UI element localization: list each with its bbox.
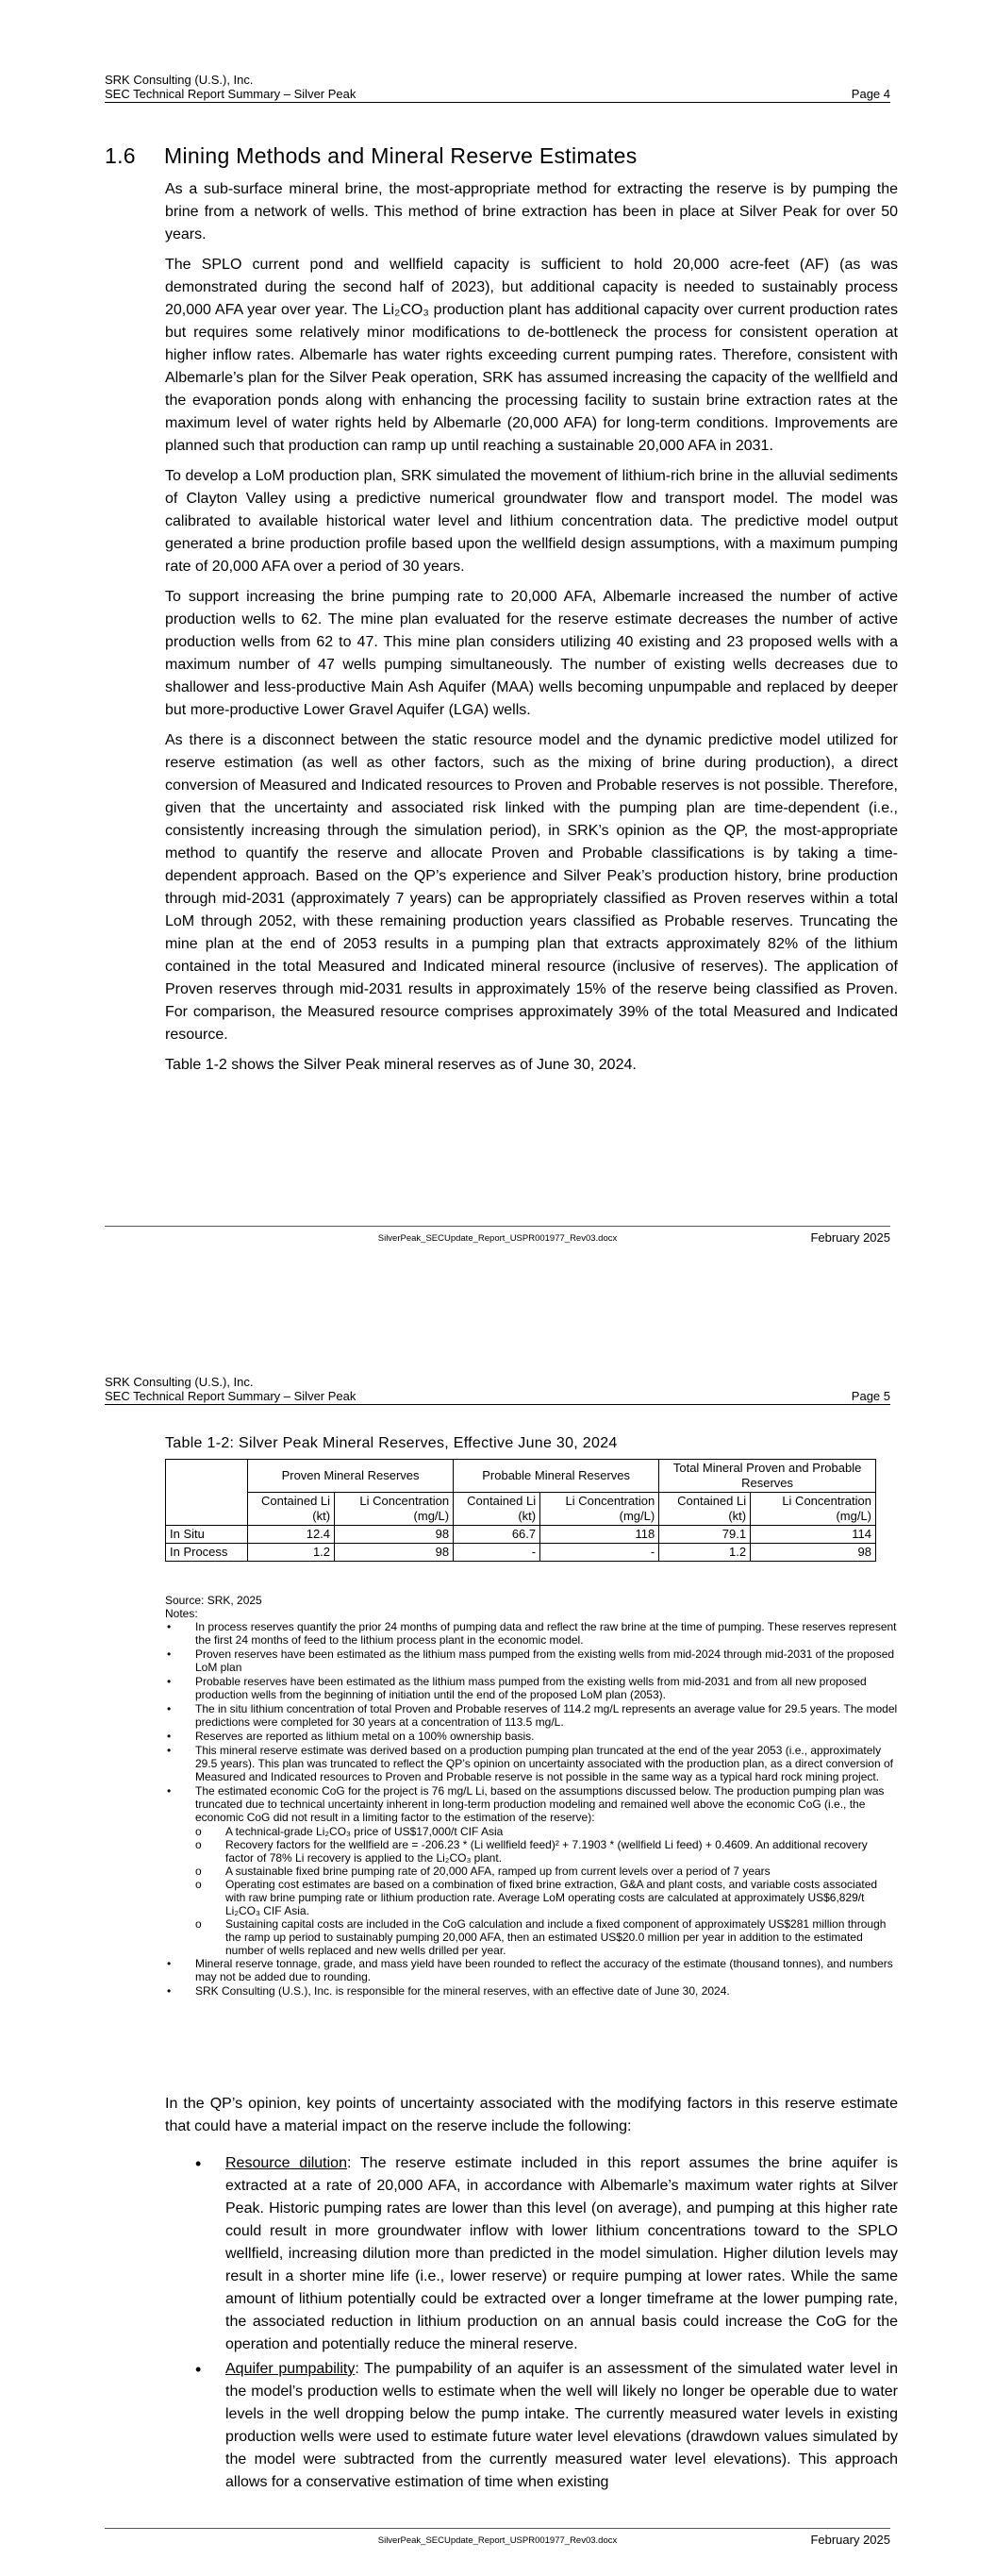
subnote-item: o Operating cost estimates are based on a combination of fixed brine extraction, G&A and plant costs, and variable costs associated with raw brine pumping rate or lithium production rate. Average LoM operating costs are calculated at approximately US$6,829/t Li₂CO₃ CIF Asia.	[165, 1878, 898, 1917]
notes-label: Notes:	[165, 1607, 198, 1620]
paragraph: The SPLO current pond and wellfield capacity is sufficient to hold 20,000 acre-feet (AF) (as was demonstrated during the second half of 2023), but additional capacity is needed to sustainably process 20,000 AFA year over year. The Li₂CO₃ production plant has additional capacity over current production rates but requires some relatively minor modifications to de-bottleneck the process for consistent operation at higher inflow rates. Albemarle has water rights exceeding current pumping rates. Therefore, consistent with Albemarle’s plan for the Silver Peak operation, SRK has assumed increasing the capacity of the wellfield and the evaporation ponds along with enhancing the processing facility to sustain brine extraction rates at the maximum level of water rights held by Albemarle (20,000 AFA) for long-term conditions. Improvements are planned such that production can ramp up until reaching a sustainable 20,000 AFA in 2031.	[165, 257, 898, 454]
bullet-term: Resource dilution	[225, 2155, 347, 2171]
table-cell: 66.7	[454, 1526, 540, 1544]
note-item: • Proven reserves have been estimated as the lithium mass pumped from the existing wells from mid-2024 through mid-2031 of the proposed LoM plan	[165, 1648, 898, 1674]
header-rule	[105, 102, 890, 103]
page-number: Page 5	[851, 1389, 890, 1403]
table-cell: 118	[540, 1526, 659, 1544]
note-item: • The estimated economic CoG for the project is 76 mg/L Li, based on the assumptions discussed below. The production pumping plan was truncated due to technical uncertainty inherent in long-term production modeling and remained well above the economic CoG (i.e., the economic CoG did not result in a limiting factor to the estimation of the reserve):	[165, 1784, 898, 1824]
note-item: • SRK Consulting (U.S.), Inc. is responsible for the mineral reserves, with an effective date of June 30, 2024.	[165, 1984, 898, 1998]
note-item: • Probable reserves have been estimated as the lithium mass pumped from the existing wells from mid-2031 and from all new proposed production wells from the beginning of initiation until the end of the proposed LoM plan (2053).	[165, 1675, 898, 1701]
page-header	[105, 1375, 890, 1403]
column-header: Li Concentration (mg/L)	[335, 1493, 454, 1526]
table-cell: 12.4	[248, 1526, 335, 1544]
column-header: Contained Li (kt)	[659, 1493, 751, 1526]
uncertainty-item	[195, 2152, 898, 2356]
table-cell: 98	[335, 1526, 454, 1544]
column-header: Contained Li (kt)	[454, 1493, 540, 1526]
group-header: Proven Mineral Reserves	[248, 1460, 454, 1493]
paragraph: To develop a LoM production plan, SRK simulated the movement of lithium-rich brine in the alluvial sediments of Clayton Valley using a predictive numerical groundwater flow and transport model. The model was calibrated to available historical water level and lithium concentration data. The predictive model output generated a brine production profile based upon the wellfield design assumptions, with a maximum pumping rate of 20,000 AFA over a period of 30 years.	[165, 468, 898, 575]
table-cell: 114	[751, 1526, 876, 1544]
note-item: • In process reserves quantify the prior 24 months of pumping data and reflect the raw brine at the time of pumping. These reserves represent the first 24 months of feed to the lithium process plant in the economic model.	[165, 1620, 898, 1647]
footer-filename: SilverPeak_SECUpdate_Report_USPR001977_Rev03.docx	[377, 2535, 618, 2546]
subnote-item: o Recovery factors for the wellfield are = -206.23 * (Li wellfield feed)² + 7.1903 * (wellfield Li feed) + 0.4609. An additional recovery factor of 78% Li recovery is applied to the Li₂CO₃ plant.	[165, 1838, 898, 1865]
reserves-table	[165, 1459, 876, 1562]
bullet-term: Aquifer pumpability	[225, 2361, 356, 2377]
table-cell: 98	[335, 1544, 454, 1562]
table-cell: -	[540, 1544, 659, 1562]
subnote-item: o Sustaining capital costs are included in the CoG calculation and include a fixed component of approximately US$281 million through the ramp up period to sustainably pumping 20,000 AFA, then an estimated US$20.0 million per year in addition to the estimated number of wells replaced and new wells drilled per year.	[165, 1917, 898, 1957]
table-corner	[166, 1460, 248, 1526]
note-item: • The in situ lithium concentration of total Proven and Probable reserves of 114.2 mg/L represents an average value for 29.5 years. The model predictions were completed for 30 years at a concentration of 113.5 mg/L.	[165, 1702, 898, 1729]
footer-date: February 2025	[810, 2533, 890, 2547]
subnote-item: o A technical-grade Li₂CO₃ price of US$17,000/t CIF Asia	[165, 1825, 898, 1838]
note-item: • This mineral reserve estimate was derived based on a production pumping plan truncated at the end of the year 2053 (i.e., approximately 29.5 years). This plan was truncated to reflect the QP’s opinion on uncertainty associated with the production plan, as a direct conversion of Measured and Indicated resources to Proven and Probable reserve is not possible in the same way as a typical hard rock mining project.	[165, 1744, 898, 1783]
footer-rule	[105, 2528, 890, 2529]
page-number: Page 4	[851, 87, 890, 101]
table-source: Source: SRK, 2025	[165, 1594, 262, 1607]
paragraph: To support increasing the brine pumping rate to 20,000 AFA, Albemarle increased the number of active production wells to 62. The mine plan evaluated for the reserve estimate decreases the number of active production wells from 62 to 47. This mine plan considers utilizing 40 existing and 23 proposed wells with a maximum number of 47 wells pumping simultaneously. The number of existing wells decreases due to shallower and less-productive Main Ash Aquifer (MAA) wells becoming unpumpable and replaced by deeper but more-productive Lower Gravel Aquifer (LGA) wells.	[165, 589, 898, 718]
column-header: Contained Li (kt)	[248, 1493, 335, 1526]
table-cell: 98	[751, 1544, 876, 1562]
paragraph: As there is a disconnect between the static resource model and the dynamic predictive model utilized for reserve estimation (as well as other factors, such as the mixing of brine during production), a direct conversion of Measured and Indicated resources to Proven and Probable reserves is not possible. Therefore, given that the uncertainty and associated risk linked with the pumping plan are time-dependent (i.e., consistently increasing through the simulation period), in SRK’s opinion as the QP, the most-appropriate method to quantify the reserve and allocate Proven and Probable classifications is by taking a time-dependent approach. Based on the QP’s experience and Silver Peak’s production history, brine production through mid-2031 (approximately 7 years) can be appropriately classified as Proven reserves within a total LoM through 2052, with these remaining production years classified as Probable reserves. Truncating the mine plan at the end of 2053 results in a pumping plan that extracts approximately 82% of the lithium contained in the total Measured and Indicated mineral resource (inclusive of reserves). The application of Proven reserves through mid-2031 results in approximately 15% of the reserve being classified as Proven. For comparison, the Measured resource comprises approximately 39% of the total Measured and Indicated resource.	[165, 732, 898, 1043]
table-cell: -	[454, 1544, 540, 1562]
bullet-text: : The pumpability of an aquifer is an assessment of the simulated water level in the model’s production wells to estimate when the well will likely no longer be operable due to water levels in the well dropping below the pump intake. The currently measured water levels in existing production wells were used to estimate future water level elevations (drawdown values simulated by the model were subtracted from the currently measured water level elevations). This approach allows for a conservative estimation of time when existing	[225, 2361, 899, 2490]
table-cell: 1.2	[659, 1544, 751, 1562]
table-notes	[165, 1594, 898, 1999]
footer-rule	[105, 1226, 890, 1227]
bullet-text: : The reserve estimate included in this report assumes the brine aquifer is extracted at a rate of 20,000 AFA, in accordance with Albemarle’s maximum water rights at Silver Peak. Historic pumping rates are lower than this level (on average), and pumping at this higher rate could result in more groundwater inflow with lower lithium concentrations toward to the SPLO wellfield, increasing dilution more than predicted in the model simulation. Higher dilution levels may result in a shorter mine life (i.e., lower reserve) or require pumping at lower rates. While the same amount of lithium potentially could be extracted over a longer timeframe at the lower pumping rate, the associated reduction in lithium production on an annual basis could increase the CoG for the operation and potentially reduce the mineral reserve.	[225, 2155, 898, 2352]
table-row	[166, 1544, 876, 1562]
paragraph: Table 1-2 shows the Silver Peak mineral reserves as of June 30, 2024.	[165, 1057, 637, 1073]
note-item: • Reserves are reported as lithium metal on a 100% ownership basis.	[165, 1730, 898, 1743]
table-title: Table 1-2: Silver Peak Mineral Reserves, Effective June 30, 2024	[165, 1435, 618, 1451]
table-row	[166, 1526, 876, 1544]
row-label: In Situ	[166, 1526, 248, 1544]
subnote-item: o A sustainable fixed brine pumping rate of 20,000 AFA, ramped up from current levels over a period of 7 years	[165, 1865, 898, 1878]
section-heading	[105, 143, 638, 169]
uncertainty-item	[195, 2358, 898, 2494]
paragraph: As a sub-surface mineral brine, the most-appropriate method for extracting the reserve is by pumping the brine from a network of wells. This method of brine extraction has been in place at Silver Peak for over 50 years.	[165, 181, 898, 243]
column-header: Li Concentration (mg/L)	[751, 1493, 876, 1526]
section-number: 1.6	[105, 143, 136, 168]
section-body	[165, 178, 898, 1084]
table-cell: 1.2	[248, 1544, 335, 1562]
note-item: • Mineral reserve tonnage, grade, and mass yield have been rounded to reflect the accuracy of the estimate (thousand tonnes), and numbers may not be added due to rounding.	[165, 1957, 898, 1983]
group-header: Probable Mineral Reserves	[454, 1460, 659, 1493]
group-header: Total Mineral Proven and Probable Reserves	[659, 1460, 876, 1493]
column-header: Li Concentration (mg/L)	[540, 1493, 659, 1526]
uncertainty-intro: In the QP’s opinion, key points of uncertainty associated with the modifying factors in this reserve estimate that could have a material impact on the reserve include the following:	[165, 2096, 898, 2134]
company-name: SRK Consulting (U.S.), Inc.	[105, 1375, 254, 1389]
footer-date: February 2025	[810, 1230, 890, 1245]
report-title: SEC Technical Report Summary – Silver Peak	[105, 1389, 357, 1403]
company-name: SRK Consulting (U.S.), Inc.	[105, 73, 254, 87]
uncertainty-list	[195, 2152, 898, 2496]
report-title: SEC Technical Report Summary – Silver Peak	[105, 87, 357, 101]
section-title: Mining Methods and Mineral Reserve Estimates	[164, 143, 638, 168]
page-header	[105, 73, 890, 101]
footer-filename: SilverPeak_SECUpdate_Report_USPR001977_Rev03.docx	[377, 1233, 618, 1244]
row-label: In Process	[166, 1544, 248, 1562]
table-cell: 79.1	[659, 1526, 751, 1544]
header-rule	[105, 1404, 890, 1405]
